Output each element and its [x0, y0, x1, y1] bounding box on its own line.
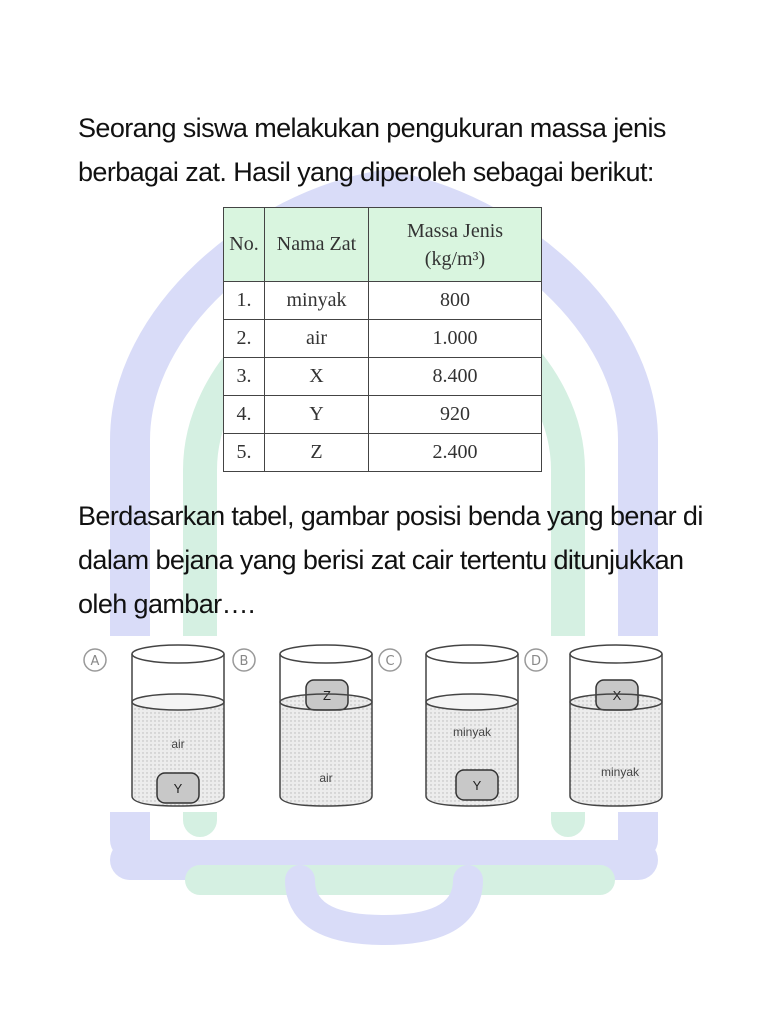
table-row: [224, 358, 542, 396]
option-c-beaker: [426, 645, 518, 806]
header-no: No.: [224, 208, 265, 282]
option-b-badge: [233, 649, 255, 671]
option-a[interactable]: [84, 645, 224, 806]
liquid-label: air: [171, 737, 185, 751]
option-c-badge: [379, 649, 401, 671]
table-row: [224, 396, 542, 434]
liquid-label: air: [319, 771, 333, 785]
header-density-label: Massa Jenis: [406, 219, 504, 242]
liquid-label: minyak: [452, 725, 492, 739]
cell-no: 1.: [224, 282, 265, 320]
table-header-row: [224, 208, 542, 282]
option-d-badge: [525, 649, 547, 671]
option-letter: A: [90, 654, 100, 669]
table-row: [224, 282, 542, 320]
cell-name: minyak: [265, 282, 369, 320]
cell-no: 3.: [224, 358, 265, 396]
table-row: [224, 434, 542, 472]
question-prompt-line: oleh gambar….: [78, 589, 255, 619]
cell-no: 2.: [224, 320, 265, 358]
header-density-unit: (kg/m³): [424, 247, 486, 270]
cell-name: X: [265, 358, 369, 396]
cell-no: 5.: [224, 434, 265, 472]
question-prompt: [78, 494, 718, 626]
option-letter: B: [239, 654, 249, 669]
option-letter: C: [385, 654, 395, 669]
cell-density: 800: [369, 282, 542, 320]
question-prompt-line: dalam bejana yang berisi zat cair tertentu ditunjukkan: [78, 545, 684, 575]
option-d[interactable]: [525, 645, 662, 806]
object-label: Z: [323, 688, 331, 703]
cell-density: 1.000: [369, 320, 542, 358]
option-b-beaker: [280, 645, 372, 806]
question-intro-line: berbagai zat. Hasil yang diperoleh sebagai berikut:: [78, 157, 654, 187]
cell-name: Z: [265, 434, 369, 472]
option-d-beaker: [570, 645, 662, 806]
cell-density: 2.400: [369, 434, 542, 472]
object-label: X: [612, 688, 622, 703]
option-b[interactable]: [233, 645, 372, 806]
question-intro-line: Seorang siswa melakukan pengukuran massa jenis: [78, 113, 666, 143]
option-c[interactable]: [379, 645, 518, 806]
option-letter: D: [530, 654, 542, 669]
table-row: [224, 320, 542, 358]
question-prompt-line: Berdasarkan tabel, gambar posisi benda yang benar di: [78, 501, 703, 531]
option-a-badge: [84, 649, 106, 671]
question-intro: [78, 106, 718, 194]
answer-options-figure: [78, 636, 678, 812]
header-name: Nama Zat: [265, 208, 369, 282]
liquid-label: minyak: [600, 765, 640, 779]
object-label: Y: [173, 781, 183, 796]
cell-density: 8.400: [369, 358, 542, 396]
cell-name: air: [265, 320, 369, 358]
object-label: Y: [472, 778, 482, 793]
density-table: [223, 207, 542, 472]
cell-no: 4.: [224, 396, 265, 434]
cell-name: Y: [265, 396, 369, 434]
cell-density: 920: [369, 396, 542, 434]
option-a-beaker: [132, 645, 224, 806]
header-density: [369, 208, 542, 282]
